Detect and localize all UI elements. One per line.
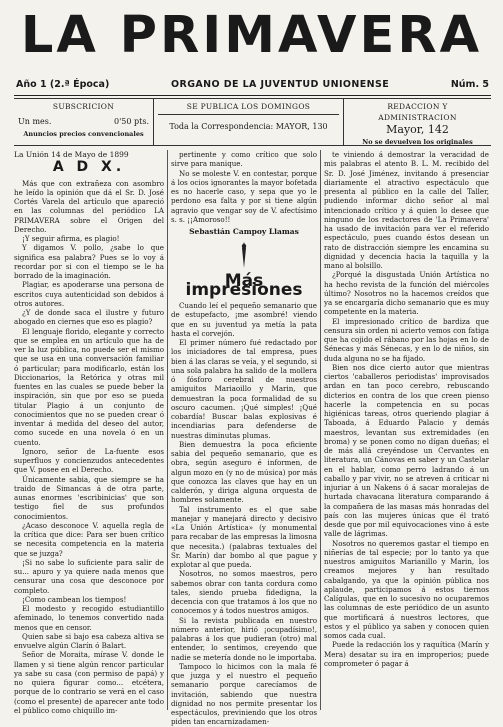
admin-cell (344, 99, 491, 145)
article-paragraph: ¿Porqué la disgustada Unión Artística no ha hecho revista de la función del miércoles último? Nosotros no la hacemos creídos que ya se encargaría dicho semanario que es muy competente en la materia. (324, 270, 489, 317)
article-paragraph: El modesto y recogido estudiantillo afeminado, lo tenemos convertido nada menos que en censor. (14, 604, 164, 632)
masthead-title: LA PRIMAVERA (20, 6, 483, 65)
article-paragraph: Nosotros, no somos maestros, pero sabemos obrar con tanta cordura como tales, siendo prueba fidedigna, la decencia con que tratamos á los que no conocemos y á todos nuestros amigos. (171, 569, 317, 616)
subscription-price: 0'50 pts. (114, 117, 149, 126)
article-paragraph: Ignoro, señor de La-fuente esos superfluos y concienzudos antecedentes que V. posee en el Derecho. (14, 446, 164, 475)
admin-head: REDACCION Y ADMINISTRACION (378, 102, 457, 122)
article-paragraph: Puede la redacción los y raquítica (Marín y Mera) desatar su ira en improperios; puede comprometer ó pagar á (324, 640, 489, 668)
originals-note: No se devuelven los originales (362, 138, 473, 146)
article-paragraph: El primer número fué redactado por los iniciadores de tal empresa, pues bien á las claras se veía, y el segundo, si una sola palabra ha salido de la mollera ó fósforo cerebral de nuestros amiguitos Mariaoillo y Marin, que demuestran la poca formalidad de su oscuro cacumen. ¡Qué simples! ¡Qué cobardía! Buscar balas explosivas é incendiarias para defenderse de nuestras diminutas plumas. (171, 338, 317, 440)
article-paragraph: ¡Y seguir afirma, es plagio! (22, 234, 120, 243)
subscription-line (18, 116, 149, 127)
article-paragraph: ¡Como cambean los tiempos! (22, 594, 127, 604)
year-epoch: Año 1 (2.ª Época) (16, 78, 110, 90)
column-1 (14, 150, 164, 715)
article-paragraph: Tampoco lo hicimos con la mala fé que juzga y el nuestro el pequeño semanario porque carecíamos de invitación, sabiendo que nuestra dignidad no nos permite presentar los espectáculos, previniendo que los otros piden tan encarnizadamen- (171, 661, 317, 727)
subscription-label: Un mes. (18, 117, 52, 126)
issue-number: Núm. 5 (450, 78, 489, 90)
article-paragraph: Nosotros no queremos gastar el tiempo en niñerías de tal especie; por lo tanto ya que nuestros amiguitos Marianillo y Marin, los creamos mejores y han resultado cabalgando, ya que la opinión pública nos aplaude, participamos á estos tiernos Calígulas, que en lo sucesivo no ocuparemos las columnas de este periódico de un asunto que mortificará á nuestros lectores, que estos y el público ya saben y conocen quien somos cada cual. (324, 538, 489, 640)
article-paragraph: No se moleste V. en contestar, porque á los ocios ignorantes la mayor bofetada es no hacerle caso, y sepa que yo le perdono esa falta y por si tiene algún agravio que vengar soy de V. afectísimo s. s. ¡¡Amoroso!! (171, 168, 317, 224)
article-paragraph: Tal instrumento es el que sabe manejar y manejará directo y decisivo «La Unión Artística» (y monumental para recabar de las empresas la limosna que necesita.) (palabras textuales del Sr. Marín) dar bombo al que pague y explotar al que pueda. (171, 504, 317, 569)
article-paragraph: El impresionado crítico de bardiza que censura sin orden ni acierto vemos con fatiga que ha cojido el rábano por las hojas en lo de Sénecas y más Sénecas, y en lo de niños, sin duda alguna no se ha fijado. (324, 316, 489, 363)
article-paragraph: Bien demuestra la poca eficiente sabia del pequeño semanario, que es obra, según aseguro é informen, de algun mozo en (y no de música) por más que conozca las claves que hay en un calderón, y diriga alguna orquesta de hombres solamente. (171, 439, 317, 505)
col2-paragraphs-top (171, 150, 317, 224)
article-paragraph: Bien nos dice cierto autor que mientras ciertos 'caballeros periodistas' improvisados ardan en tan poco cerebro, rebuscando dicterios en contra de los que creen pienso hacerle la competencia en su pocas higiénicas tareas, otros queriendo plagiar á Taboada, á Eduardo Palacio y demás maestros, levantan sus extremidades (en broma) y se ponen como no dígan dueñas; el de más allá creyéndose un Cervantes en literatura, un Cánovas en saber y un Castelar en el hablar, como perro ladrando á un caballo y par vivir, no se atreven á criticar ni injuriar á un Nakens ó á sacar moralejas de hurtada chavacana literatura comparando á la compañera de las masas más honradas del país con las mujeres únicas que él trató desde que por mil equivocaciones vino á este valle de lágrimas. (324, 362, 489, 539)
article-paragraph: pertinente y como crítico que solo sirve para manique. (171, 150, 317, 169)
ornament-icon (239, 242, 249, 268)
signature: Sebastián Campoy Llamas (189, 227, 299, 236)
subscription-head: SUBSCRICION (52, 102, 115, 111)
ads-note: Anuncios precios convencionales (23, 130, 144, 138)
article-paragraph: ¿Y de donde saca el ilustre y futuro abogado en ciernes que eso es plagio? (14, 308, 164, 327)
column-3 (324, 150, 489, 710)
article-paragraph: Únicamente sabia, que siempre se ha traido de Simancas á de otra parte, aunas enormes 'escribinicias' que son testigo fiel de sus profundos conocimientos. (14, 474, 164, 521)
article-paragraph: ¿Acaso desconoce V. aquella regla de la crítica que dice: Para ser buen crítico se necesita competencia en la materia que se juzga? (14, 520, 164, 558)
article-title: Más impresiones (185, 270, 303, 300)
column-separator (320, 150, 321, 710)
info-row (14, 98, 491, 146)
column-2 (171, 150, 317, 727)
article-paragraph: El lenguaje florido, elegante y correcto que se emplea en un artículo que ha de ver la luz pública, no puede ser el mismo que se usa en una conversación familiar ó particular; para modificarlo, están los Diccionarios, la Retórica y otras mil fuentes en las cuales se puede beber la inspiración, sin que por eso se pueda titular Plagio á un conjunto de conocimientos que no se pueden crear ó inventar á medida del deseo del autor, como sucede en una novela ó en un cuento. (14, 326, 164, 447)
admin-address: Mayor, 142 (386, 123, 449, 136)
section-title: A D X. (52, 159, 126, 176)
organ-name: ORGANO DE LA JUVENTUD UNIONENSE (171, 78, 390, 90)
header-rule (14, 95, 491, 96)
article-paragraph: Quien sabe si bajo esa cabeza altiva se envuelve algún Clarín ó Balart. (14, 631, 164, 650)
date-line: La Unión 14 de Mayo de 1899 (14, 150, 129, 159)
correspondence-note: Toda la Correspondencia: MAYOR, 130 (169, 122, 328, 131)
ornament (171, 242, 317, 270)
column-separator (167, 150, 168, 710)
col1-paragraphs (14, 179, 164, 716)
article-paragraph: ¡Si no sabe lo suficiente para salir de su... apuro y ya quiere nada menos que censurar una cosa que desconoce por completo. (14, 557, 164, 595)
article-paragraph: Plagiar, es apoderarse una persona de escritos cuya autenticidad son debidos á otros autores. (14, 280, 164, 308)
col2-paragraphs (171, 301, 317, 727)
article-paragraph: Y digamos V. pollo, ¿sabe lo que significa esa palabra? Pues se lo voy á recordar por si con el tiempo se le ha borrado de la imaginación. (14, 243, 164, 280)
article-paragraph: te viniendo á demostrar la veracidad de mis palabras el atento B. L. M. recibido del Sr. D. José Jiménez, invitando á presenciar diariamente el atractivo espectáculo que presenta al público en la calle del Taller, pudiendo informar dicho señor al mal intencionado crítico y á quien lo desee que ninguno de los redactores de 'La Primavera' ha usado de invitación para ver el referido espectáculo, pues cuando éstos desean un rato de distracción siempre les encamina su dignidad y decencia hacia la taquilla y la mano al bolsillo. (324, 150, 489, 270)
article-paragraph: Si la revista publicada en nuestro número anterior, hirió ¡ocupadísimo!, palabras á los que pudieran (otro) mal entender, lo sentimos, creyendo que nadie se metería donde no le importaba. (171, 615, 317, 662)
publication-cell (154, 99, 344, 145)
article-paragraph: Cuando leí el pequeño semanario que de estupefacto, ¡me asombré! viendo que en su juventud ya metía la pata hasta el corvejón. (171, 301, 317, 338)
article-paragraph: Más que con extrañeza con asombro he leído la opinión que dá el Sr. D. José Cortés Varela del artículo que apareció en las columnas del periódico LA PRIMAVERA sobre el Origen del Derecho. (14, 178, 164, 234)
masthead-subhead (16, 76, 489, 92)
subscription-cell (14, 99, 154, 145)
col3-paragraphs (324, 150, 489, 668)
article-paragraph: Señor de Moraita, mírase V. donde le llamen y si tiene algún rencor particular ya sabe su casa (con permiso de papá) y no quiera figurar como... etcétera, porque de lo contrario se verá en el caso (como el presente) de aparecer ante todo el público como chiquillo im- (14, 650, 164, 715)
publication-note: SE PUBLICA LOS DOMINGOS (158, 101, 339, 115)
